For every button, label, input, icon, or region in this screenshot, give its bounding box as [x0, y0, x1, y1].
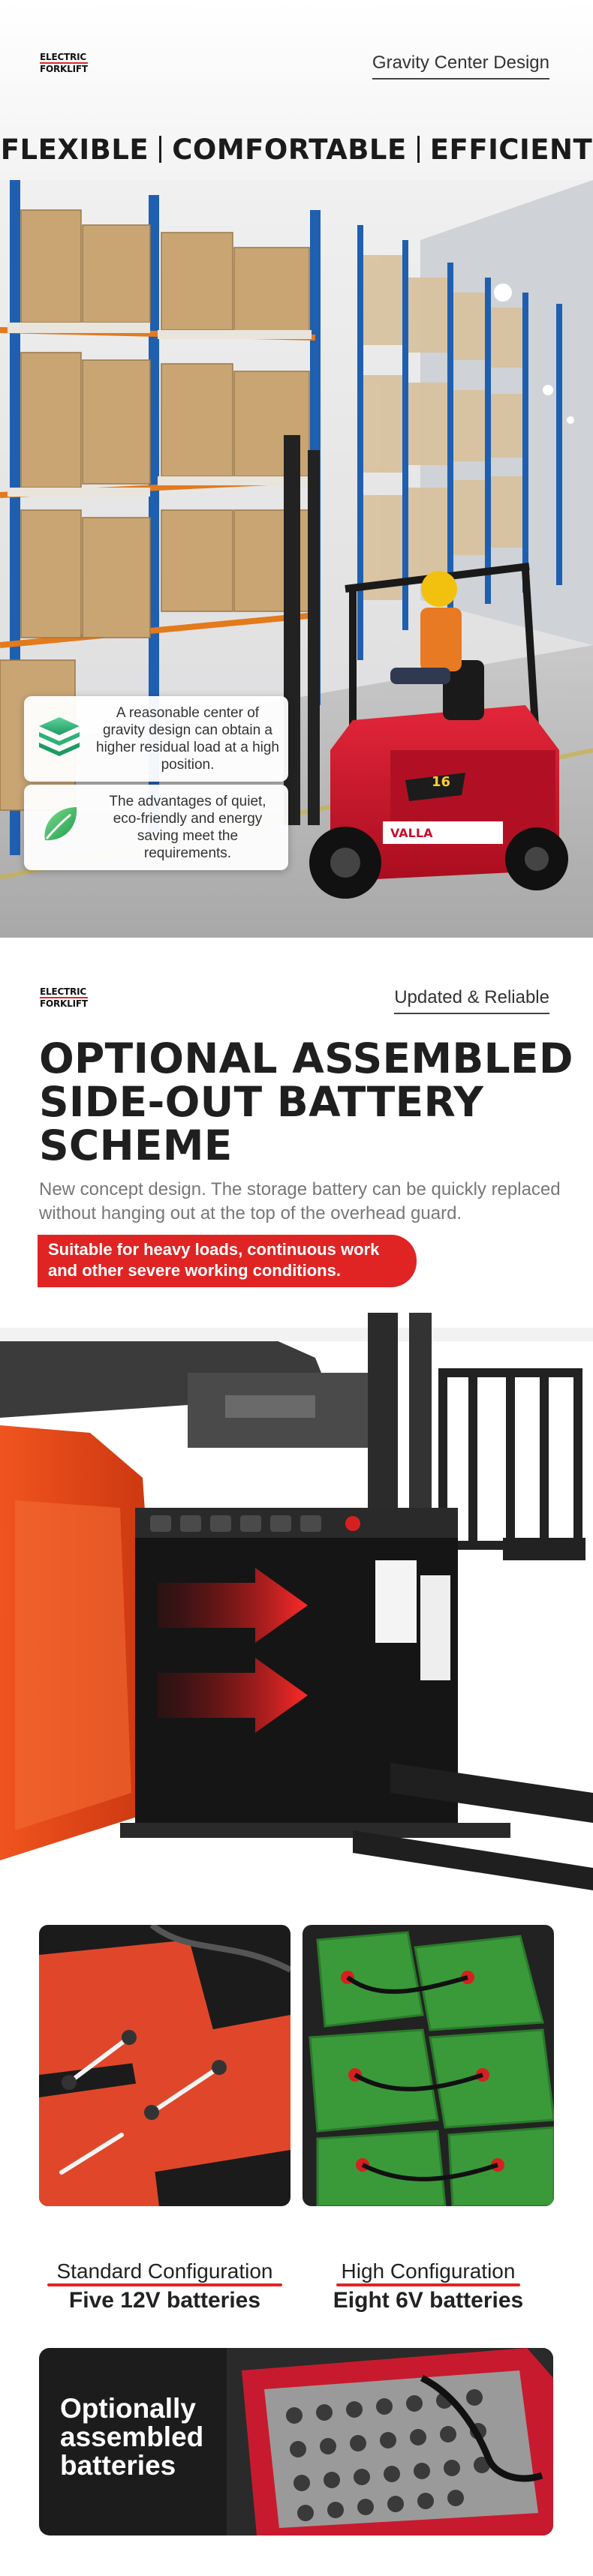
side-out-battery-photo — [0, 1313, 593, 1898]
headline-separator — [159, 136, 161, 163]
standard-config-detail: Five 12V batteries — [68, 2288, 261, 2313]
feature-text-eco: The advantages of quiet, eco-friendly and energy saving meet the requirements. — [109, 794, 266, 861]
stack-layers-icon — [35, 711, 84, 761]
heavy-load-highlight — [38, 1235, 417, 1287]
title-line3: SCHEME — [39, 1121, 233, 1169]
section-tag: Gravity Center Design — [372, 53, 549, 80]
high-config-underline — [336, 2283, 520, 2286]
eco-leaf-icon — [35, 800, 84, 849]
high-config-label-text: High Configuration — [341, 2259, 516, 2283]
optional-line1: Optionally — [60, 2393, 196, 2424]
brand-logo — [40, 987, 88, 1008]
highlight-line1: Suitable for heavy loads, continuous work — [48, 1240, 380, 1259]
high-config-photo — [303, 1925, 554, 2206]
standard-config-photo — [39, 1925, 290, 2206]
battery-scheme-title — [39, 1034, 573, 1169]
feature-card-eco — [24, 785, 288, 870]
brand-logo — [40, 53, 88, 74]
high-config-label — [338, 2259, 519, 2283]
section-headline — [0, 134, 593, 166]
standard-config-underline — [47, 2283, 282, 2286]
logo-line1: ELECTRIC — [40, 986, 86, 997]
logo-line2: FORKLIFT — [40, 64, 88, 74]
feature-card-gravity — [24, 696, 288, 782]
optional-line3: batteries — [60, 2450, 176, 2481]
headline-separator — [417, 136, 420, 163]
headline-flexible: FLEXIBLE — [0, 134, 149, 166]
gravity-center-section — [0, 0, 593, 938]
highlight-line2: and other severe working conditions. — [48, 1261, 341, 1280]
battery-scheme-section — [0, 938, 593, 2576]
title-line2: SIDE-OUT BATTERY — [39, 1078, 484, 1126]
forklift-brand-plate: VALLA — [390, 826, 433, 840]
high-config-detail: Eight 6V batteries — [333, 2288, 524, 2313]
logo-line2: FORKLIFT — [40, 998, 88, 1009]
headline-efficient: EFFICIENT — [429, 134, 593, 166]
forklift-model-badge: 16 — [432, 774, 451, 790]
optional-batteries-photo — [227, 2348, 553, 2535]
title-line1: OPTIONAL ASSEMBLED — [39, 1034, 573, 1082]
section-tag: Updated & Reliable — [394, 987, 549, 1014]
headline-comfortable: COMFORTABLE — [172, 134, 407, 166]
standard-config-label — [49, 2259, 281, 2283]
battery-scheme-description: New concept design. The storage battery can be quickly replaced without hanging out at the top of the overhead guard. — [39, 1179, 561, 1223]
standard-config-label-text: Standard Configuration — [56, 2259, 273, 2283]
optional-batteries-title — [60, 2394, 225, 2480]
logo-line1: ELECTRIC — [40, 52, 86, 62]
optional-batteries-card — [39, 2348, 553, 2535]
optional-line2: assembled — [60, 2421, 204, 2452]
feature-text-gravity: A reasonable center of gravity design can obtain a higher residual load at a high position. — [96, 705, 280, 773]
